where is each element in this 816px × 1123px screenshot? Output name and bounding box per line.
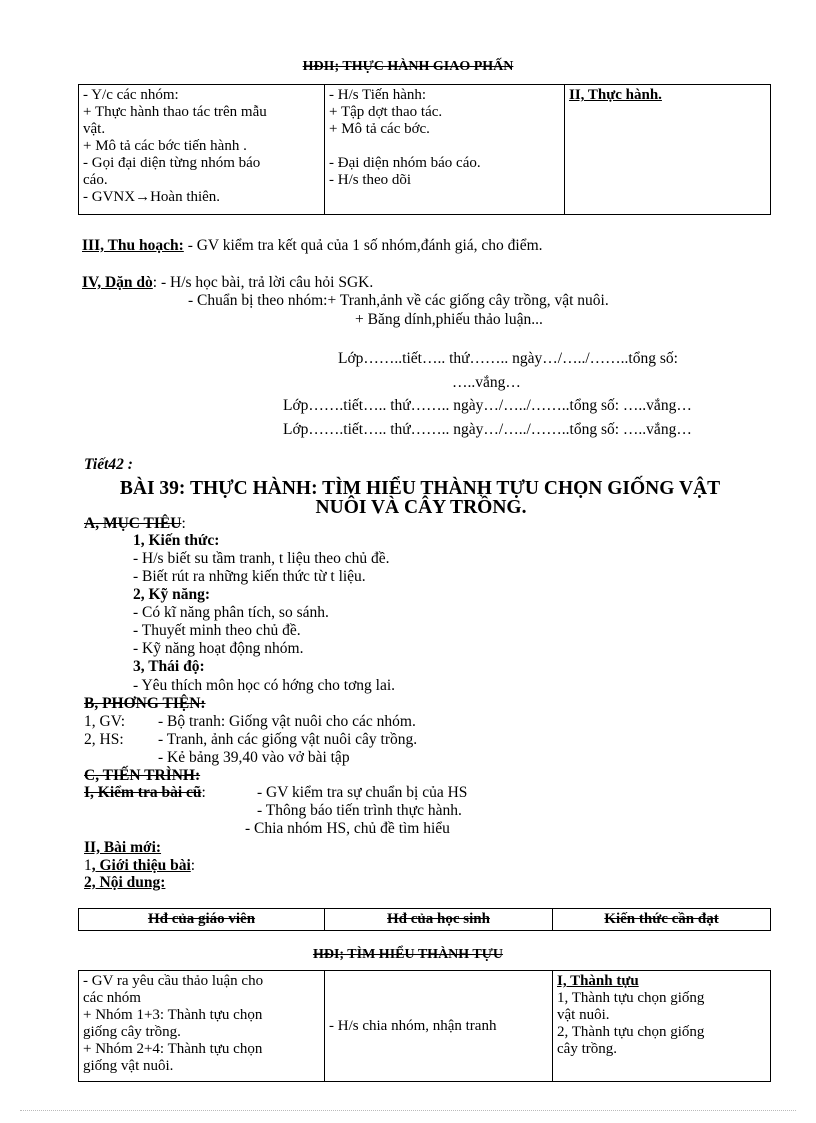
cell-line: - GV ra yêu cầu thảo luận cho <box>83 973 264 989</box>
cell-line: + Thực hành thao tác trên mẫu <box>83 104 267 120</box>
teacher-activity-cell <box>79 85 325 215</box>
homework-line-3: + Băng dính,phiếu thảo luận... <box>355 311 543 328</box>
achievements-table <box>78 970 771 1082</box>
cell-line: + Nhóm 2+4: Thành tựu chọn <box>83 1041 263 1057</box>
cell-line: vật nuôi. <box>557 1007 610 1023</box>
skills-item: - Có kĩ năng phân tích, so sánh. <box>133 604 329 621</box>
cell-line: 1, Thành tựu chọn giống <box>557 990 705 1006</box>
cell-line: - H/s theo dõi <box>329 172 412 188</box>
skills-item: - Thuyết minh theo chủ đề. <box>133 622 301 639</box>
knowledge-item: - Biết rút ra những kiến thức từ t liệu. <box>133 568 366 585</box>
period-label: Tiết42 : <box>84 456 133 473</box>
colon: : <box>190 857 196 874</box>
attendance-line-2: …..vắng… <box>452 374 521 391</box>
skills-heading: 2, Kỹ năng: <box>133 586 211 603</box>
section-heading: II, Thực hành. <box>569 87 662 103</box>
knowledge-heading: 1, Kiến thức: <box>133 532 220 549</box>
content-heading: 2, Nội dung: <box>84 874 166 891</box>
cell-line <box>329 138 560 155</box>
harvest-line <box>82 237 543 254</box>
cell-line: - GVNX→Hoàn thiên. <box>83 189 221 205</box>
cell-line: - Gọi đại diện từng nhóm báo <box>83 155 261 171</box>
means-hs-label: 2, HS: <box>84 731 124 748</box>
section-heading: I, Thành tựu <box>557 973 639 989</box>
cell-line: + Mô tả các bớc. <box>329 121 430 137</box>
colon: : <box>181 515 186 532</box>
knowledge-item: - H/s biết su tầm tranh, t liệu theo chủ đề. <box>133 550 390 567</box>
skills-item: - Kỹ năng hoạt động nhóm. <box>133 640 304 657</box>
cell-line: - H/s chia nhóm, nhận tranh <box>329 1017 497 1034</box>
lesson-title-line-1: BÀI 39: THỰC HÀNH: TÌM HIỂU THÀNH TỰU CHỌN GIỐNG VẬT <box>119 478 721 499</box>
harvest-text: - GV kiểm tra kết quả của 1 số nhóm,đánh giá, cho điểm. <box>183 237 543 254</box>
homework-text: : - H/s học bài, trả lời câu hỏi SGK. <box>152 274 374 291</box>
homework-line-2: - Chuẩn bị theo nhóm:+ Tranh,ảnh về các giống cây trồng, vật nuôi. <box>188 292 609 309</box>
check-item: - GV kiểm tra sự chuẩn bị của HS <box>257 784 468 801</box>
check-item: - Chia nhóm HS, chủ đề tìm hiểu <box>245 820 450 837</box>
knowledge-cell <box>553 971 771 1082</box>
means-heading: B, PHƠNG TIỆN: <box>84 695 206 712</box>
colon: : <box>201 784 206 801</box>
objectives-heading: A, MỤC TIÊU <box>84 515 182 532</box>
homework-line-1 <box>82 274 373 291</box>
activity-2-title: HĐII; THỰC HÀNH GIAO PHẤN <box>302 59 514 74</box>
page-bottom-divider <box>20 1110 796 1111</box>
attendance-line-3: Lớp…….tiết….. thứ…….. ngày…/…../……..tổng số: …..vắng… <box>283 397 692 414</box>
means-gv-label: 1, GV: <box>84 713 126 730</box>
cell-line: + Tập dợt thao tác. <box>329 104 443 120</box>
activity-header-table <box>78 908 771 931</box>
header-teacher: Hđ của giáo viên <box>79 909 325 931</box>
cell-line: các nhóm <box>83 990 141 1006</box>
intro-line <box>84 857 195 874</box>
means-hs-text-2: - Kẻ bảng 39,40 vào vở bài tập <box>158 749 350 766</box>
means-gv-text: - Bộ tranh: Giống vật nuôi cho các nhóm. <box>158 713 416 730</box>
attitude-heading: 3, Thái độ: <box>133 658 205 675</box>
process-heading: C, TIẾN TRÌNH: <box>84 767 201 784</box>
cell-line: cây trồng. <box>557 1041 617 1057</box>
intro-label: , Giới thiệu bài <box>91 857 191 874</box>
header-knowledge: Kiến thức cần đạt <box>553 909 771 931</box>
attendance-line-1: Lớp……..tiết….. thứ…….. ngày…/…../……..tổng số: <box>338 350 678 367</box>
new-lesson-heading: II, Bài mới: <box>84 839 162 856</box>
student-activity-cell <box>325 971 553 1082</box>
cell-line: 2, Thành tựu chọn giống <box>557 1024 705 1040</box>
harvest-label: III, Thu hoạch: <box>82 237 184 254</box>
knowledge-cell <box>565 85 771 215</box>
lesson-title-line-2: NUÔI VÀ CÂY TRỒNG. <box>315 497 527 518</box>
homework-label: IV, Dặn dò <box>82 274 153 291</box>
check-label: I, Kiểm tra bài cũ <box>84 784 202 801</box>
cell-line: - Đại diện nhóm báo cáo. <box>329 155 481 171</box>
check-item: - Thông báo tiến trình thực hành. <box>257 802 462 819</box>
attendance-line-4: Lớp…….tiết….. thứ…….. ngày…/…../……..tổng số: …..vắng… <box>283 421 692 438</box>
cell-line: giống vật nuôi. <box>83 1058 174 1074</box>
teacher-activity-cell <box>79 971 325 1082</box>
student-activity-cell <box>325 85 565 215</box>
cell-line: - H/s Tiến hành: <box>329 87 427 103</box>
cell-line: + Mô tả các bớc tiến hành . <box>83 138 247 154</box>
attitude-item: - Yêu thích môn học có hớng cho tơng lai. <box>133 677 396 694</box>
cell-line: + Nhóm 1+3: Thành tựu chọn <box>83 1007 263 1023</box>
cell-line: - Y/c các nhóm: <box>83 87 179 103</box>
cell-line: giống cây trồng. <box>83 1024 181 1040</box>
check-line <box>84 784 206 801</box>
practice-table <box>78 84 771 215</box>
objectives-heading-line <box>84 515 186 532</box>
intro-number: 1 <box>84 857 92 874</box>
header-student: Hđ của học sinh <box>325 909 553 931</box>
cell-line: vật. <box>83 121 106 137</box>
activity-1-title: HĐI; TÌM HIỂU THÀNH TỰU <box>312 947 504 962</box>
cell-line: cáo. <box>83 172 108 188</box>
means-hs-text-1: - Tranh, ảnh các giống vật nuôi cây trồng. <box>158 731 418 748</box>
